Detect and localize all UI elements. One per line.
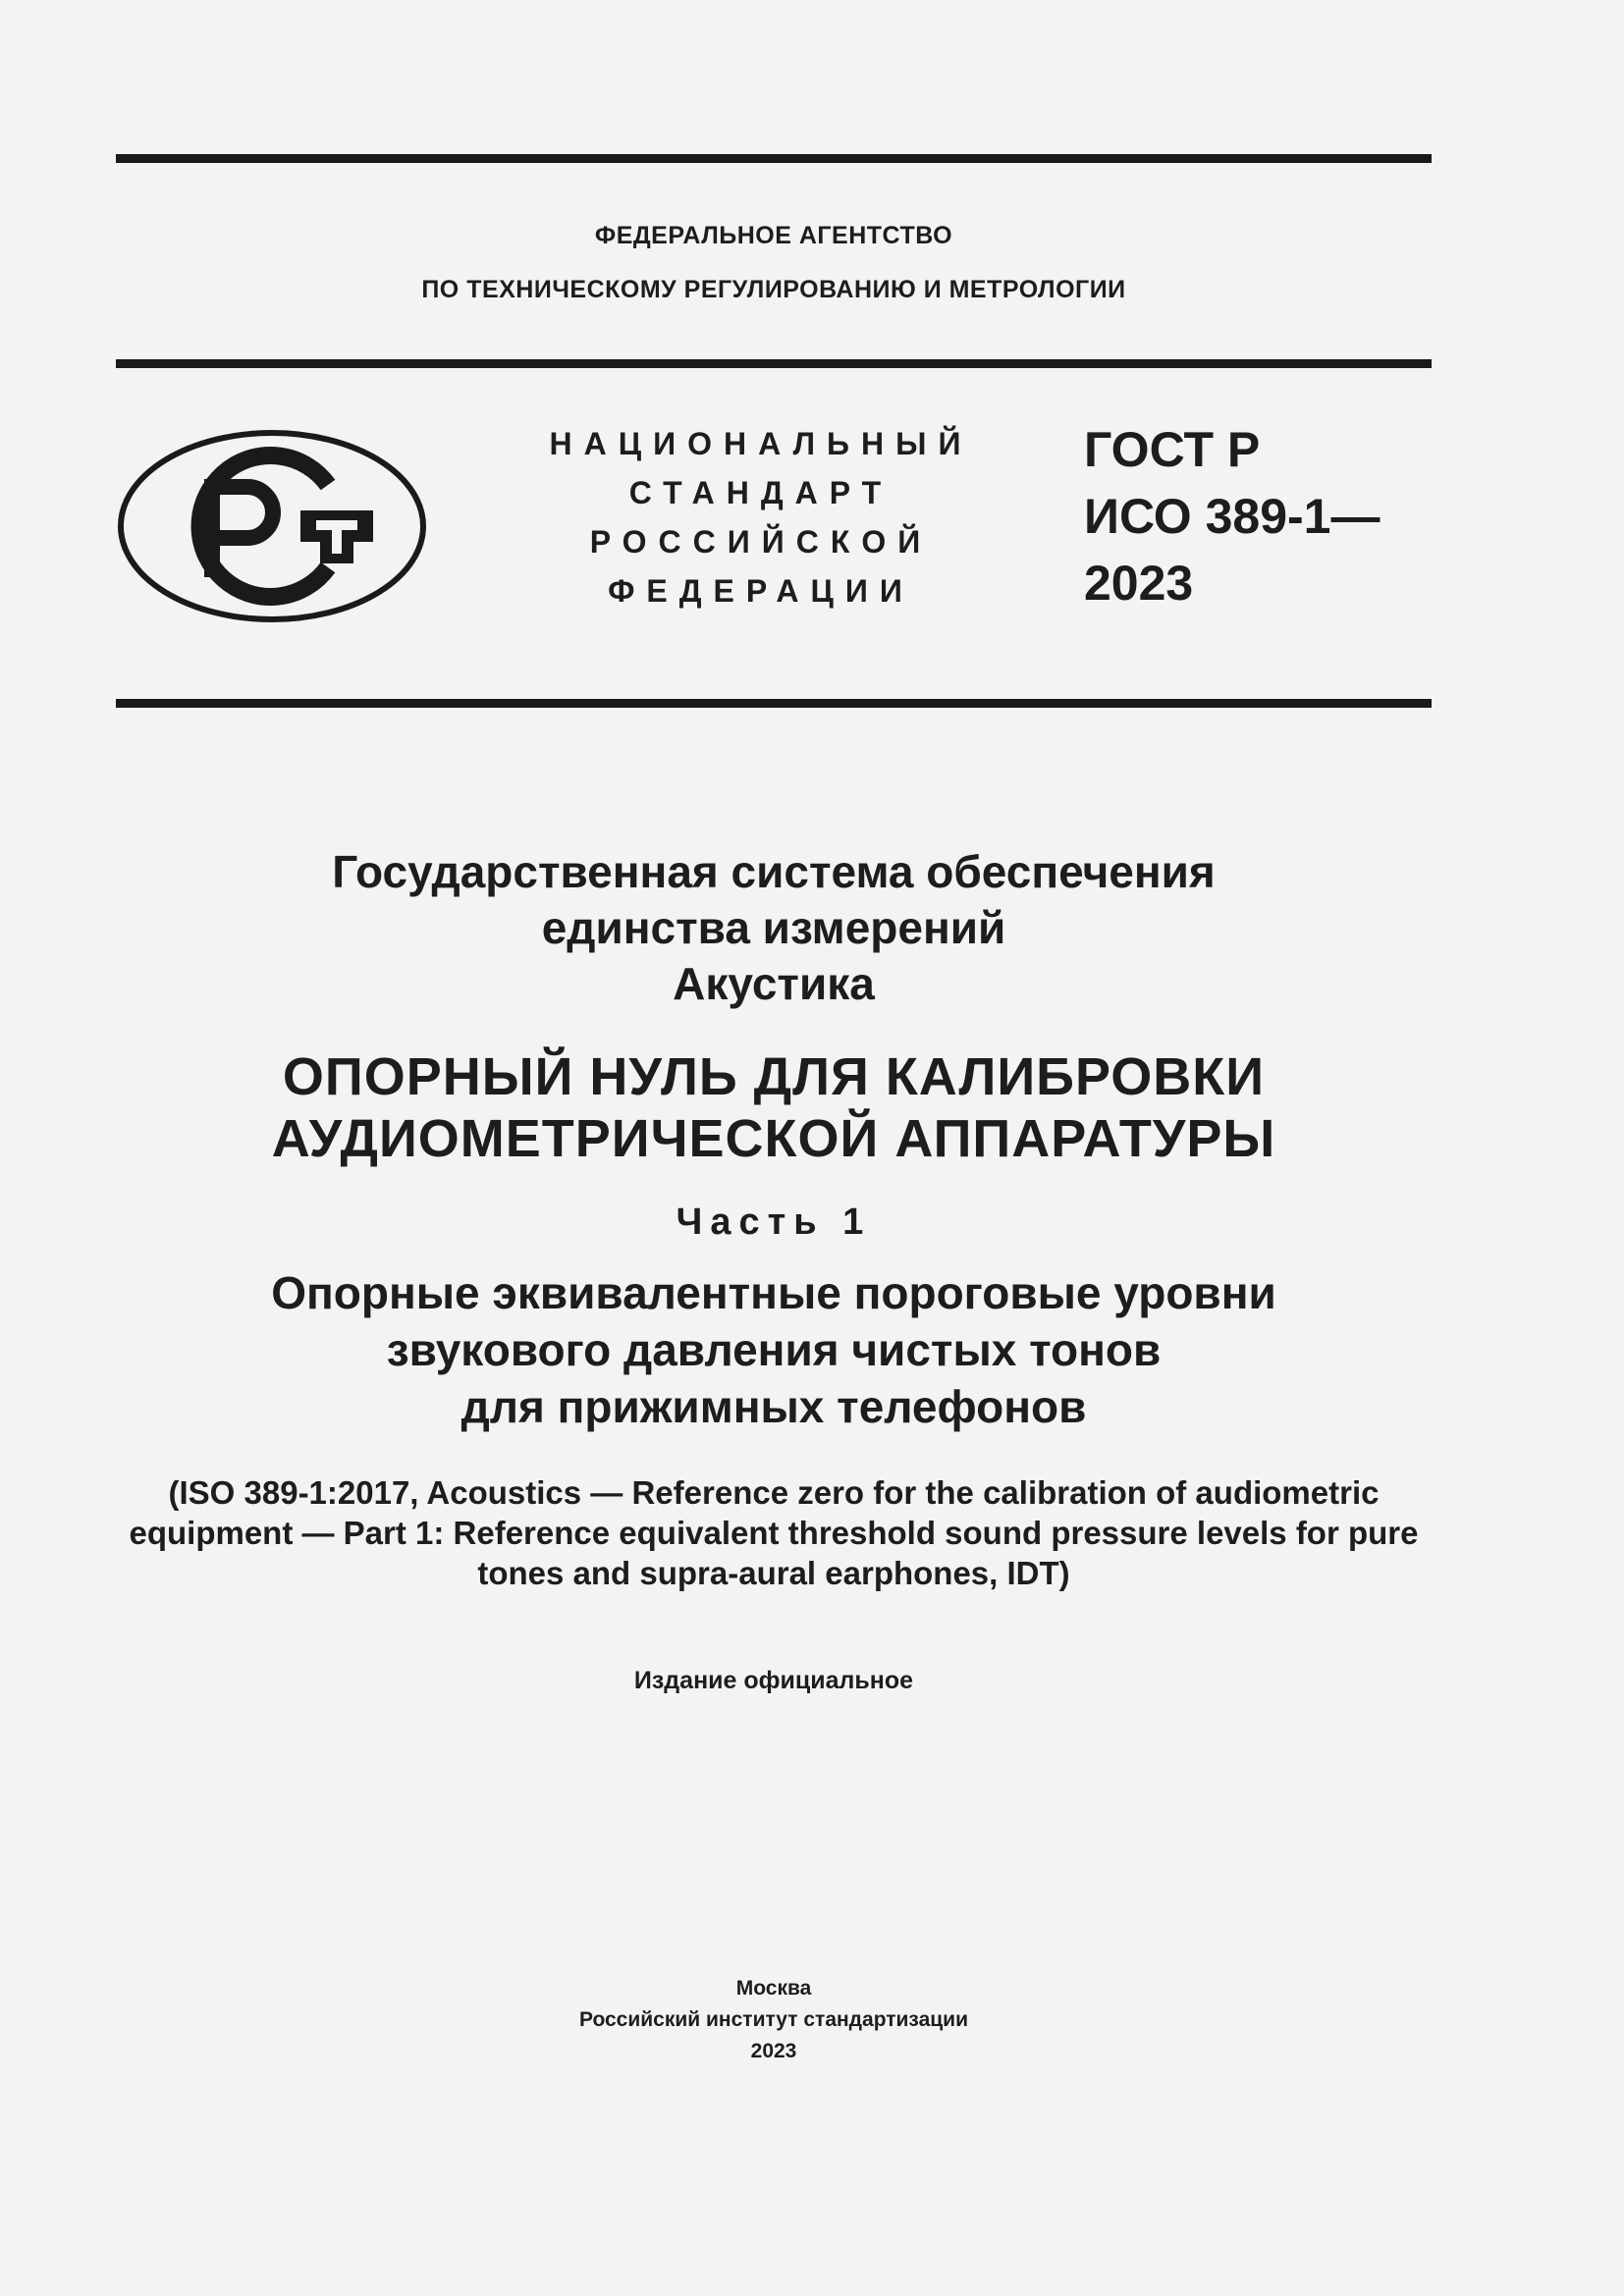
iso-title [116,1472,1432,1593]
publisher-year: 2023 [750,2040,797,2062]
agency-line-2: ПО ТЕХНИЧЕСКОМУ РЕГУЛИРОВАНИЮ И МЕТРОЛОГИИ [421,276,1126,303]
part-title-line-2: звукового давления чистых тонов [386,1324,1162,1375]
top-rule [116,154,1432,163]
subtitle-line-3: Акустика [673,958,875,1009]
designation-line-1: ГОСТ Р [1084,422,1261,477]
subtitle-line-2: единства измерений [541,902,1006,953]
iso-title-line-2: equipment — Part 1: Reference equivalent threshold sound pressure levels for pure [129,1515,1419,1551]
national-standard-line-1: НАЦИОНАЛЬНЫЙ [549,426,973,461]
national-standard-line-3: РОССИЙСКОЙ [589,524,933,560]
designation-line-3: 2023 [1084,556,1194,611]
rst-logo [116,428,428,624]
publisher-city: Москва [735,1977,812,2000]
agency-line-1: ФЕДЕРАЛЬНОЕ АГЕНТСТВО [594,222,953,249]
iso-title-line-3: tones and supra-aural earphones, IDT) [477,1555,1070,1591]
edition-label: Издание официальное [633,1667,914,1694]
part-title-line-1: Опорные эквивалентные пороговые уровни [271,1267,1276,1318]
iso-title-line-1: (ISO 389-1:2017, Acoustics — Reference zero for the calibration of audiometric [168,1474,1380,1511]
header-bottom-rule [116,699,1432,708]
subtitle-line-1: Государственная система обеспечения [332,846,1216,897]
rst-logo-icon [116,428,428,624]
publisher-name: Российский институт стандартизации [578,2008,969,2031]
part-title [116,1264,1432,1435]
publisher [116,1973,1432,2067]
main-title [116,1046,1432,1170]
national-standard-line-2: СТАНДАРТ [628,475,893,510]
subtitle [116,844,1432,1012]
main-title-line-2: АУДИОМЕТРИЧЕСКОЙ АППАРАТУРЫ [271,1109,1276,1168]
national-standard-line-4: ФЕДЕРАЦИИ [608,573,914,609]
designation-line-2: ИСО 389-1— [1084,489,1380,544]
main-title-line-1: ОПОРНЫЙ НУЛЬ ДЛЯ КАЛИБРОВКИ [282,1047,1266,1106]
part-label: Часть 1 [676,1201,872,1243]
part-title-line-3: для прижимных телефонов [460,1381,1087,1432]
agency-divider-rule [116,359,1432,368]
